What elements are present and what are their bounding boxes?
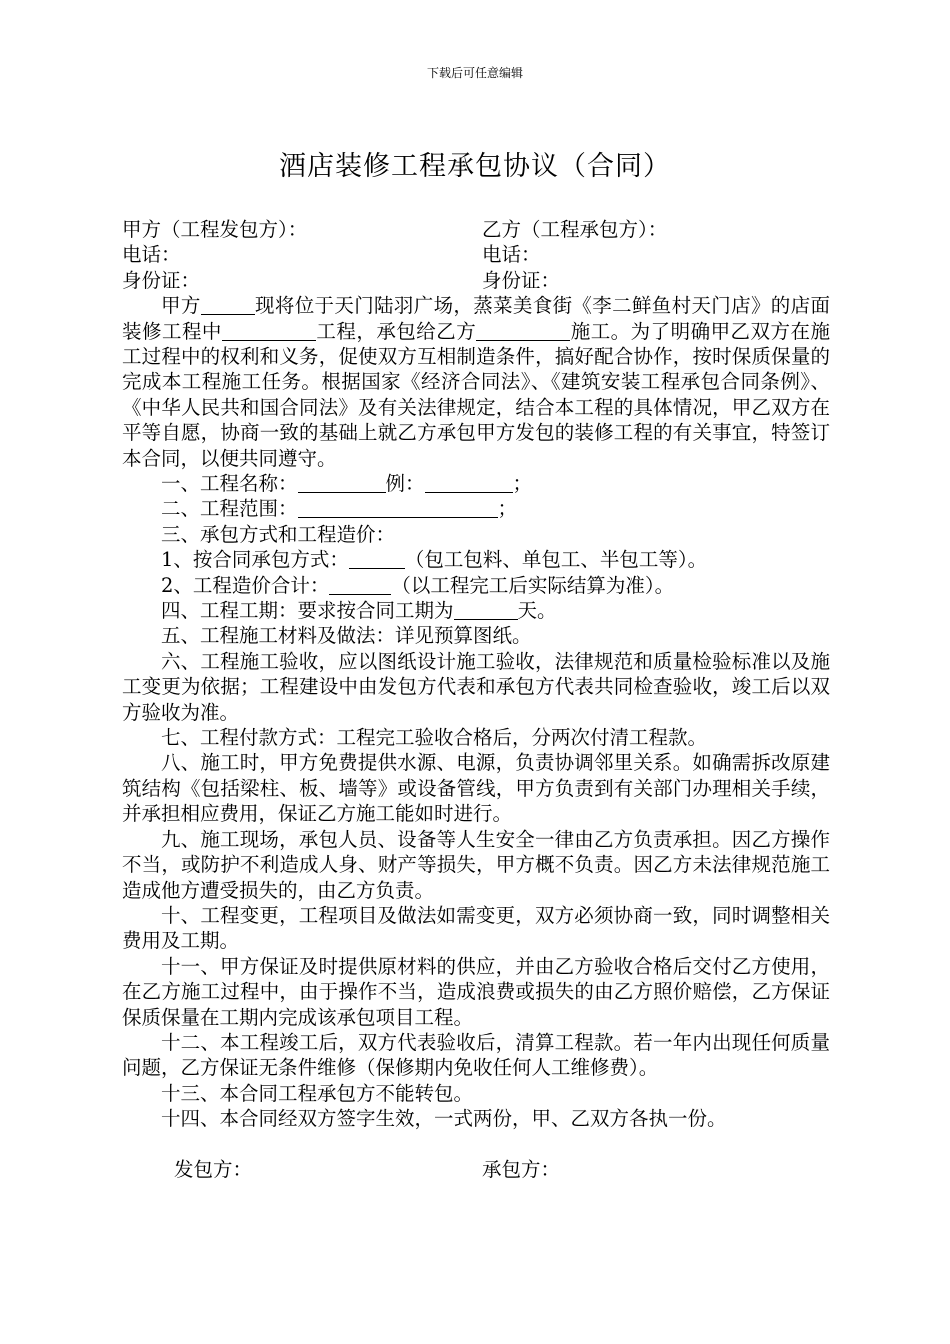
intro-text-3: 工程，承包给乙方: [315, 319, 477, 343]
contract-method-blank: [349, 549, 405, 569]
party-a-id: 身份证：: [122, 268, 201, 292]
intro-text-4: 施工。为了明确甲乙双方在施工过程中的权利和义务，促使双方互相制造条件，搞好配合协作，按时保质保量的完成本工程施工任务。根据国家《经济合同法》、《建筑安装工程承包合同条例》、《中华人民共和国合同法》及有关法律规定，结合本工程的具体情况，甲乙双方在平等自愿，协商一致的基础上就乙方承包甲方发包的装修工程的有关事宜，特签订本合同，以便共同遵守。: [122, 319, 830, 470]
clause-3-2: [122, 573, 830, 598]
clause-7: 七、工程付款方式：工程完工验收合格后，分两次付清工程款。: [161, 726, 708, 750]
party-a-label: 甲方（工程发包方）：: [122, 218, 308, 241]
clause-4-label: 四、工程工期：要求按合同工期为: [161, 599, 454, 623]
party-a-phone: 电话：: [122, 243, 181, 267]
document-title: 酒店装修工程承包协议（合同）: [279, 151, 671, 182]
issuer-signature-label: 发包方：: [174, 1157, 253, 1181]
clause-6: 六、工程施工验收，应以图纸设计施工验收，法律规范和质量检验标准以及施工变更为依据；工程建设中由发包方代表和承包方代表共同检查验收，竣工后以双方验收为准。: [122, 649, 830, 724]
contractor-signature-label: 承包方：: [482, 1157, 561, 1181]
clause-11: 十一、甲方保证及时提供原材料的供应，并由乙方验收合格后交付乙方使用，在乙方施工过程中，由于操作不当，造成浪费或损失的由乙方照价赔偿，乙方保证保质保量在工期内完成该承包项目工程。: [122, 954, 830, 1029]
contract-body: [122, 217, 830, 1182]
header-note: 下载后可任意编辑: [426, 66, 523, 80]
project-blank: [222, 321, 316, 341]
clause-9: 九、施工现场，承包人员、设备等人生安全一律由乙方负责承担。因乙方操作不当，或防护不利造成人身、财产等损失，甲方概不负责。因乙方未法律规范施工造成他方遭受损失的，由乙方负责。: [122, 827, 830, 902]
clause-14: 十四、本合同经双方签字生效，一式两份，甲、乙双方各执一份。: [161, 1107, 727, 1131]
example-blank: [425, 473, 513, 493]
project-scope-blank: [298, 498, 498, 518]
clause-13: 十三、本合同工程承包方不能转包。: [161, 1081, 474, 1105]
intro-text-2: 现将位于天门陆羽广场，蒸菜美食街《李二鲜鱼村天门店》的店面装修工程中: [122, 294, 830, 343]
party-row: [122, 217, 830, 242]
clause-3: 三、承包方式和工程造价：: [161, 522, 396, 546]
clause-3-1-label: 1、按合同承包方式：: [161, 548, 349, 572]
total-cost-blank: [329, 575, 391, 595]
party-b-label: 乙方（工程承包方）：: [482, 218, 668, 241]
party-b-phone: 电话：: [482, 243, 541, 267]
clause-4: [122, 598, 830, 623]
project-name-blank: [298, 473, 386, 493]
clause-3-1-note: （包工包料、单包工、半包工等）。: [404, 548, 708, 572]
clause-1-end: ；: [512, 472, 533, 496]
clause-1: [122, 471, 830, 496]
clause-5: 五、工程施工材料及做法：详见预算图纸。: [161, 624, 532, 648]
signature-row: [122, 1157, 830, 1182]
duration-blank: [454, 600, 518, 620]
id-row: [122, 268, 830, 293]
intro-text-1: 甲方: [161, 294, 201, 318]
clause-10: 十、工程变更，工程项目及做法如需变更，双方必须协商一致，同时调整相关费用及工期。: [122, 903, 830, 953]
clause-4-end: 天。: [517, 599, 557, 623]
phone-row: [122, 242, 830, 267]
clause-8: 八、施工时，甲方免费提供水源、电源，负责协调邻里关系。如确需拆改原建筑结构《包括梁柱、板、墙等》或设备管线，甲方负责到有关部门办理相关手续，并承担相应费用，保证乙方施工能如时进行。: [122, 751, 830, 826]
clause-1-label: 一、工程名称：: [161, 472, 298, 496]
clause-12: 十二、本工程竣工后，双方代表验收后，清算工程款。若一年内出现任何质量问题，乙方保证无条件维修（保修期内免收任何人工维修费）。: [122, 1030, 830, 1080]
intro-paragraph: [122, 293, 830, 471]
clause-2-label: 二、工程范围：: [161, 497, 298, 521]
clause-2-end: ；: [497, 497, 518, 521]
clause-3-1: [122, 547, 830, 572]
clause-3-2-note: （以工程完工后实际结算为准）。: [391, 573, 675, 597]
party-b-name-blank: [476, 321, 570, 341]
signature-spacer: [122, 1132, 830, 1157]
party-b-id: 身份证：: [482, 268, 561, 292]
clause-1-example: 例：: [385, 472, 425, 496]
clause-3-2-label: 2、工程造价合计：: [161, 573, 330, 597]
clause-2: [122, 496, 830, 521]
party-a-name-blank: [201, 295, 255, 315]
